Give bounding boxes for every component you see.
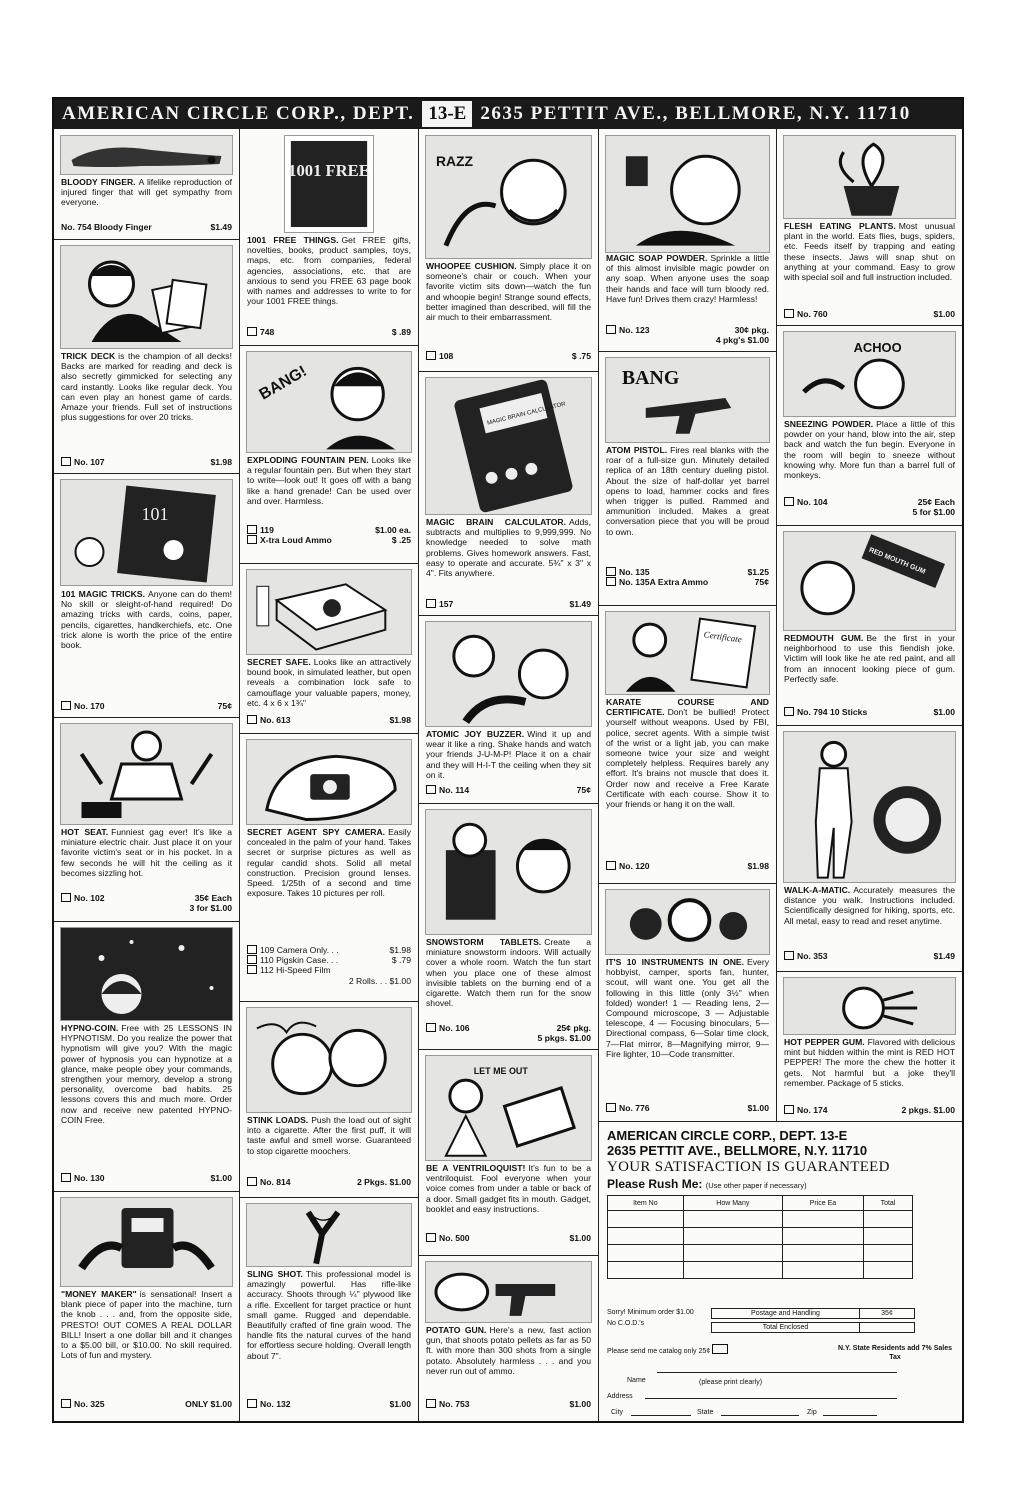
joy-buzzer-desc: Wind it up and wear it like a ring. Shake hands and watch your friends J-U-M-P! Place it on a chair and they will H-I-T the ceiling when they sit on it.	[426, 729, 592, 780]
extra-ammo-price: $ .25	[391, 535, 411, 546]
walkamatic-checkbox[interactable]	[784, 951, 794, 960]
ventriloquist-title: BE A VENTRILOQUIST!	[426, 1163, 526, 1173]
hot-pepper-gum-order-no: No. 174	[797, 1105, 828, 1115]
instruments-checkbox[interactable]	[606, 1103, 616, 1112]
snowstorm-order-no: No. 106	[439, 1023, 470, 1033]
order-table	[607, 1195, 913, 1279]
item-sneezing-powder	[777, 325, 962, 526]
whoopee-cushion-illustration	[425, 135, 592, 259]
snowstorm-checkbox[interactable]	[426, 1023, 436, 1032]
hypnosis-illustration	[60, 927, 233, 1021]
item-hot-pepper-gum	[777, 971, 962, 1121]
atom-pistol-order-no: No. 135	[619, 567, 650, 577]
secret-safe-order-no: No. 613	[260, 715, 291, 725]
joy-buzzer-title: ATOMIC JOY BUZZER.	[426, 729, 525, 739]
redmouth-gum-desc: Be the first in your neighborhood to use this fiendish joke. Victim will look like he ate red paint, and all from an innocent looking piece of gum. Perfectly safe.	[784, 633, 955, 684]
item-calculator	[419, 371, 598, 616]
stink-loads-order-no: No. 814	[260, 1177, 291, 1187]
fountain-pen-bang-text: BANG!	[256, 362, 310, 404]
free-things-title: 1001 FREE THINGS.	[247, 235, 339, 245]
trick-deck-title: TRICK DECK	[61, 351, 116, 361]
catalog-checkbox[interactable]	[712, 1344, 728, 1354]
money-maker-illustration	[60, 1197, 233, 1287]
order-cell[interactable]	[683, 1211, 782, 1228]
sneezing-powder-price: 25¢ Each	[917, 497, 955, 507]
redmouth-gum-price: $1.00	[933, 707, 955, 717]
form-postage-price: 35¢	[881, 1310, 893, 1317]
redmouth-gum-illustration	[783, 531, 956, 631]
magic-book-illustration	[60, 479, 233, 586]
karate-order-no: No. 120	[619, 861, 650, 871]
potato-gun-illustration	[425, 1261, 592, 1323]
atom-pistol-illustration	[605, 357, 770, 443]
joy-buzzer-price: 75¢	[576, 785, 591, 795]
item-hypno-coin	[54, 921, 239, 1192]
fountain-pen-order-no: 119	[260, 525, 274, 535]
item-whoopee-cushion	[419, 129, 598, 372]
free-things-checkbox[interactable]	[247, 327, 257, 336]
calculator-price: $1.49	[569, 599, 591, 609]
hot-seat-illustration	[60, 723, 233, 825]
redmouth-gum-title: REDMOUTH GUM.	[784, 633, 864, 643]
flesh-plants-price: $1.00	[933, 309, 955, 319]
walkamatic-illustration	[783, 731, 956, 883]
flesh-plants-illustration	[783, 135, 956, 219]
item-spy-camera	[240, 733, 418, 1002]
secret-safe-desc: Looks like an attractively bound book, in simulated leather, but open reveals a combination lock safe to camouflage your valuable papers, money, etc. 4 x 6 x 1¾"	[247, 657, 411, 708]
form-total-enclosed-label: Total Enclosed	[712, 1323, 860, 1332]
order-cell[interactable]	[782, 1245, 863, 1262]
flesh-plants-title: FLESH EATING PLANTS.	[784, 221, 896, 231]
hot-seat-order-no: No. 102	[74, 893, 105, 903]
flesh-plants-checkbox[interactable]	[784, 309, 794, 318]
item-walkamatic	[777, 725, 962, 972]
ventriloquist-checkbox[interactable]	[426, 1233, 436, 1242]
sneezing-powder-price-bulk: 5 for $1.00	[912, 507, 955, 518]
svg-text:101: 101	[141, 504, 169, 524]
joy-buzzer-illustration	[425, 621, 592, 727]
item-joy-buzzer	[419, 615, 598, 804]
whoopee-cushion-price: $ .75	[571, 351, 591, 361]
snowstorm-illustration	[425, 809, 592, 935]
karate-illustration	[605, 611, 770, 695]
atom-ammo-order-no: No. 135A	[619, 577, 656, 588]
order-cell[interactable]	[782, 1262, 863, 1279]
order-cell[interactable]	[864, 1262, 913, 1279]
snowstorm-price-bulk: 5 pkgs. $1.00	[537, 1033, 591, 1044]
walkamatic-title: WALK-A-MATIC.	[784, 885, 851, 895]
calculator-label-text: MAGIC BRAIN CALCULATOR	[486, 401, 567, 427]
camera-only-price: $1.98	[389, 945, 411, 955]
header-dept-code: 13-E	[422, 101, 472, 127]
sling-shot-illustration	[246, 1203, 412, 1267]
hypno-coin-price: $1.00	[210, 1173, 232, 1183]
calculator-title: MAGIC BRAIN CALCULATOR.	[426, 517, 567, 527]
fountain-pen-desc: Looks like a regular fountain pen. But when they start to write—look out! It goes off with a bang like a hand grenade! Can be used over and over. Harmless.	[247, 455, 411, 506]
whoopee-cushion-title: WHOOPEE CUSHION.	[426, 261, 517, 271]
item-magic-tricks	[54, 473, 239, 718]
secret-safe-title: SECRET SAFE.	[247, 657, 311, 667]
spy-camera-title: SECRET AGENT SPY CAMERA.	[247, 827, 386, 837]
camera-only-checkbox[interactable]	[247, 945, 257, 954]
item-flesh-plants	[777, 129, 962, 326]
calculator-illustration	[425, 377, 592, 515]
flesh-plants-desc: Most unusual plant in the world. Eats flies, bugs, spiders, etc. Feeds itself by trapping and eating these insects. Jaws will snap shut on anything at your command. Easy to grow with special soil and full instruction included.	[784, 221, 955, 283]
potato-gun-order-no: No. 753	[439, 1399, 470, 1409]
order-cell[interactable]	[683, 1245, 782, 1262]
whoopee-razz-text: RAZZ	[435, 153, 474, 170]
item-free-things	[240, 129, 418, 346]
order-cell[interactable]	[864, 1211, 913, 1228]
item-trick-deck	[54, 239, 239, 474]
money-maker-desc: is sensational! Insert a blank piece of paper into the machine, turn the knob . . . and, from the opposite side, PRESTO! OUT COMES A REAL DOLLAR BILL! Insert a one dollar bill and it changes to a $5.00 bill, or $10.00. No skill required. Lots of fun and mystery.	[61, 1289, 233, 1361]
bloody-finger-title: BLOODY FINGER.	[61, 177, 136, 187]
spy-camera-illustration	[246, 739, 412, 825]
trick-deck-checkbox[interactable]	[61, 457, 71, 466]
calculator-checkbox[interactable]	[426, 599, 436, 608]
hot-pepper-gum-illustration	[783, 977, 956, 1035]
fountain-pen-illustration	[246, 351, 412, 453]
col-price-ea: Price Ea	[782, 1196, 863, 1211]
karate-checkbox[interactable]	[606, 861, 616, 870]
hot-pepper-gum-title: HOT PEPPER GUM.	[784, 1037, 865, 1047]
redmouth-gum-pack-text: RED MOUTH GUM	[867, 546, 927, 576]
magic-tricks-title: 101 MAGIC TRICKS.	[61, 589, 145, 599]
order-cell[interactable]	[608, 1245, 684, 1262]
form-minimum: Sorry! Minimum order $1.00	[607, 1309, 694, 1316]
trick-deck-desc: is the champion of all decks! Backs are marked for reading and deck is also secretly gimmicked for selecting any card instantly. Looks like regular deck. You can even play an honest game of cards. Amaze your friends. Full set of instructions plus suggestions for over 20 tricks.	[61, 351, 232, 423]
spy-camera-desc: Easily concealed in the palm of your hand. Takes secret or surprise pictures as well as regular candid shots. Solid all metal construction. Precision ground lenses. Speed. 1/25th of a second and time exposure. Takes 10 pictures per roll.	[247, 827, 411, 899]
snowstorm-title: SNOWSTORM TABLETS.	[426, 937, 542, 947]
form-address-label: Address	[607, 1393, 633, 1400]
sling-shot-price: $1.00	[389, 1399, 411, 1409]
money-maker-price: ONLY $1.00	[185, 1399, 232, 1409]
form-total-enclosed-field[interactable]	[860, 1323, 914, 1332]
potato-gun-checkbox[interactable]	[426, 1399, 436, 1408]
free-things-book-illustration	[284, 135, 374, 233]
header-company: AMERICAN CIRCLE CORP., DEPT.	[62, 103, 415, 124]
atom-ammo-checkbox[interactable]	[606, 577, 616, 586]
state-field[interactable]	[721, 1415, 799, 1416]
item-potato-gun	[419, 1255, 598, 1421]
ad-sheet	[52, 97, 964, 1423]
item-fountain-pen	[240, 345, 418, 564]
karate-certificate-text: Certificate	[703, 629, 743, 645]
stink-loads-price: 2 Pkgs. $1.00	[357, 1177, 411, 1187]
pigskin-case-label: 110 Pigskin Case. . .	[260, 955, 339, 966]
sneezing-powder-desc: Place a little of this powder on your hand, blow into the air, step back and watch the fun begin. Everyone in the room will begin to sneeze without knowing why. More fun than a barrel full of monkeys.	[784, 419, 955, 481]
col-total: Total	[864, 1196, 913, 1211]
item-soap-powder	[599, 129, 776, 352]
sling-shot-desc: This professional model is amazingly powerful. Has rifle-like accuracy. Shoots through ¼" plywood like a rifle. Excellent for target practice or hunt small game. Rugged and dependable. Beautifully crafted of fine grain wood. The handle fits the natural curves of the hand for effortless secure holding. Overall length about 7".	[247, 1269, 411, 1361]
whoopee-cushion-desc: Simply place it on someone's chair or couch. When your favorite victim sits down—watch the fun and whoopie begin! Strange sound effects, better imagined than described, will fill the air much to their embarrassment.	[426, 261, 591, 323]
order-cell[interactable]	[608, 1228, 684, 1245]
sneezing-achoo-text: ACHOO	[853, 340, 902, 356]
hot-seat-checkbox[interactable]	[61, 893, 71, 902]
instruments-order-no: No. 776	[619, 1103, 650, 1113]
karate-price: $1.98	[747, 861, 769, 871]
magic-tricks-checkbox[interactable]	[61, 701, 71, 710]
hypno-coin-checkbox[interactable]	[61, 1173, 71, 1182]
fountain-pen-checkbox[interactable]	[247, 525, 257, 534]
soap-powder-checkbox[interactable]	[606, 325, 616, 334]
form-catalog-label: Please send me catalog only 25¢	[607, 1348, 711, 1355]
stink-loads-desc: Push the load out of sight into a cigarette. After the first puff, it will taste awful and smell worse. Guaranteed to stop cigarette moochers.	[247, 1115, 411, 1156]
karate-title: KARATE COURSE AND CERTIFICATE.	[606, 697, 769, 718]
hot-pepper-gum-checkbox[interactable]	[784, 1105, 794, 1114]
item-hot-seat	[54, 717, 239, 922]
bloody-finger-order-no: No. 754 Bloody Finger	[61, 222, 152, 232]
bloody-finger-price: $1.49	[210, 222, 232, 232]
form-rush-label: Please Rush Me:	[607, 1177, 703, 1191]
free-things-price: $ .89	[391, 327, 411, 337]
item-stink-loads	[240, 1001, 418, 1198]
atom-ammo-price: 75¢	[754, 577, 769, 588]
soap-powder-price: 30¢ pkg.	[734, 325, 769, 335]
free-things-book-cover-text: 1001 FREE	[288, 161, 370, 181]
header-banner	[54, 99, 962, 129]
form-tax-note: N.Y. State Residents add 7% Sales Tax	[838, 1345, 952, 1361]
hot-pepper-gum-desc: Flavored with delicious mint but hidden within the mint is RED HOT PEPPER! The more the chew the hotter it gets. Not harmful but a joke they'll remember. Package of 5 sticks.	[784, 1037, 955, 1088]
film-label: 112 Hi-Speed Film	[260, 965, 331, 976]
money-maker-order-no: No. 325	[74, 1399, 105, 1409]
bloody-finger-desc: A lifelike reproduction of injured finger that will get sympathy from everyone.	[61, 177, 232, 208]
atom-ammo-label: Extra Ammo	[657, 577, 709, 588]
item-atom-pistol	[599, 351, 776, 606]
free-things-desc: Get FREE gifts, novelties, books, product samples, toys, maps, etc. from companies, federal agencies, associations, etc. that are anxious to send you FREE 63 page book with names and addresses to write to for your 1001 FREE things.	[247, 235, 411, 307]
ventriloquist-illustration	[425, 1055, 592, 1161]
hot-seat-price-bulk: 3 for $1.00	[189, 903, 232, 914]
order-cell[interactable]	[608, 1262, 684, 1279]
secret-safe-price: $1.98	[389, 715, 411, 725]
order-cell[interactable]	[864, 1228, 913, 1245]
item-karate	[599, 605, 776, 884]
order-cell[interactable]	[608, 1211, 684, 1228]
soap-powder-price-bulk: 4 pkg's $1.00	[715, 335, 769, 346]
trick-deck-order-no: No. 107	[74, 457, 105, 467]
potato-gun-desc: Here's a new, fast action gun, that shoots potato pellets as far as 50 ft. with more than 300 shots from a single potato. Absolutely harmless . . . and you never run out of ammo.	[426, 1325, 591, 1376]
finger-illustration	[60, 135, 233, 175]
sneezing-powder-illustration	[783, 331, 956, 417]
form-rush-note: (Use other paper if necessary)	[705, 1181, 807, 1190]
secret-safe-checkbox[interactable]	[247, 715, 257, 724]
snowstorm-desc: Create a miniature snowstorm indoors. Will actually cover a whole room. Watch the fun start when you place one of these almost invisible tablets on the burning end of a cigarette. Watch them run for the snow shovel.	[426, 937, 591, 1009]
ventriloquist-desc: It's fun to be a ventriloquist. Fool everyone when your voice comes from under a table or back of a door. Small gadget fits in mouth. Gadget, booklet and easy instructions.	[426, 1163, 591, 1214]
walkamatic-price: $1.49	[933, 951, 955, 961]
form-print-note: (please print clearly)	[699, 1379, 763, 1386]
calculator-desc: Adds, subtracts and multiplies to 9,999,999. No knowledge needed to solve math problems. Gives homework answers. Fast, easy to operate and accurate. 5¾" x 3" x 4". Fits anywhere.	[426, 517, 591, 579]
money-maker-checkbox[interactable]	[61, 1399, 71, 1408]
hot-seat-price: 35¢ Each	[194, 893, 232, 903]
fountain-pen-price: $1.00 ea.	[375, 525, 411, 535]
order-cell[interactable]	[683, 1262, 782, 1279]
item-ventriloquist	[419, 1049, 598, 1256]
pigskin-case-price: $ .79	[391, 955, 411, 966]
camera-only-label: 109 Camera Only. . .	[260, 945, 339, 955]
sling-shot-order-no: No. 132	[260, 1399, 291, 1409]
form-company: AMERICAN CIRCLE CORP., DEPT. 13-E	[607, 1128, 848, 1143]
ventriloquist-price: $1.00	[569, 1233, 591, 1243]
magic-tricks-price: 75¢	[217, 701, 232, 711]
extra-ammo-checkbox[interactable]	[247, 535, 257, 544]
item-secret-safe	[240, 563, 418, 734]
form-guarantee: YOUR SATISFACTION IS GUARANTEED	[607, 1159, 890, 1175]
joy-buzzer-checkbox[interactable]	[426, 785, 436, 794]
form-address: 2635 PETTIT AVE., BELLMORE, N.Y. 11710	[607, 1143, 868, 1158]
fountain-pen-title: EXPLODING FOUNTAIN PEN.	[247, 455, 369, 465]
column-3	[419, 129, 598, 1421]
snowstorm-price: 25¢ pkg.	[556, 1023, 591, 1033]
magic-tricks-order-no: No. 170	[74, 701, 105, 711]
sneezing-powder-order-no: No. 104	[797, 497, 828, 507]
instruments-price: $1.00	[747, 1103, 769, 1113]
soap-powder-title: MAGIC SOAP POWDER.	[606, 253, 708, 263]
soap-powder-illustration	[605, 135, 770, 253]
joy-buzzer-order-no: No. 114	[439, 785, 470, 795]
item-snowstorm	[419, 803, 598, 1050]
trick-deck-price: $1.98	[210, 457, 232, 467]
film-checkbox[interactable]	[247, 965, 257, 974]
ventriloquist-order-no: No. 500	[439, 1233, 470, 1243]
soap-powder-desc: Sprinkle a little of this almost invisible magic powder on any soap. When anyone uses the soap their hands and face will turn bloody red. Have fun! Drives them crazy! Harmless!	[606, 253, 769, 304]
name-field[interactable]	[657, 1372, 897, 1373]
instruments-illustration	[605, 889, 770, 955]
hypno-coin-desc: Free with 25 LESSONS IN HYPNOTISM. Do you realize the power that hypnotism will give you? With the magic power of hypnosis you can hypnotize at a glance, make people obey your commands, strengthen your memory, develop a strong personality, overcome bad habits. 25 lessons covers this and much more. Order now and receive new patented HYPNO-COIN Free.	[61, 1023, 232, 1125]
ventriloquist-speech-text: LET ME OUT	[473, 1066, 528, 1077]
city-field[interactable]	[631, 1415, 691, 1416]
calculator-order-no: 157	[439, 599, 454, 609]
order-cell[interactable]	[782, 1211, 863, 1228]
instruments-desc: Every hobbyist, camper, sports fan, hunter, scout, will want one. You get all the following in this little (only 3½" when folded) wonder! 1 — Reading lens, 2—Compound microscope, 3 — Adjustable telescope, 4 — Focusing binoculars, 5—Directional compass, 6—Solar time clock, 7—Flat mirror, 8—Magnifying mirror, 9—Fire lighter, 10—Code transmitter.	[606, 957, 769, 1059]
item-bloody-finger	[54, 129, 239, 240]
stink-loads-illustration	[246, 1007, 412, 1113]
secret-safe-illustration	[246, 569, 412, 655]
magic-tricks-desc: Anyone can do them! No skill or sleight-of-hand required! Do amazing tricks with cards, coins, paper, pencils, cigarettes, handkerchiefs, etc. One trick alone is worth the price of the entire book.	[61, 589, 233, 651]
col-item-no: Item No	[608, 1196, 684, 1211]
form-zip-label: Zip	[807, 1409, 817, 1416]
order-form	[598, 1121, 963, 1422]
hypno-coin-title: HYPNO-COIN.	[61, 1023, 119, 1033]
whoopee-cushion-checkbox[interactable]	[426, 351, 436, 360]
redmouth-gum-checkbox[interactable]	[784, 707, 794, 716]
soap-powder-order-no: No. 123	[619, 325, 650, 335]
sling-shot-checkbox[interactable]	[247, 1399, 257, 1408]
free-things-order-no: 748	[260, 327, 275, 337]
redmouth-gum-order-no: No. 794 10 Sticks	[797, 707, 868, 717]
card-trick-illustration	[60, 245, 233, 349]
form-postage-label: Postage and Handling	[712, 1309, 860, 1318]
hot-pepper-gum-price: 2 pkgs. $1.00	[901, 1105, 955, 1115]
atom-pistol-title: ATOM PISTOL.	[606, 445, 668, 455]
form-name-label: Name	[627, 1377, 646, 1384]
film-price: $1.00	[389, 975, 411, 986]
stink-loads-title: STINK LOADS.	[247, 1115, 309, 1125]
hot-seat-title: HOT SEAT.	[61, 827, 109, 837]
sling-shot-title: SLING SHOT.	[247, 1269, 303, 1279]
col-how-many: How Many	[683, 1196, 782, 1211]
film-rolls: 2 Rolls. . .	[348, 975, 388, 986]
pigskin-case-checkbox[interactable]	[247, 955, 257, 964]
item-redmouth-gum	[777, 525, 962, 726]
whoopee-cushion-order-no: 108	[439, 351, 454, 361]
karate-desc: Don't be bullied! Protect yourself without weapons. Used by FBI, police, secret agents. With a simple twist of the wrist or a light jab, you can make someone twice your size and weight completely helpless. Requires barely any effort. It's brains not muscle that does it. Order now and receive a Free Karate Certificate with each course. Show it to your friends or hang it on the wall.	[606, 707, 769, 810]
zip-field[interactable]	[823, 1415, 877, 1416]
potato-gun-title: POTATO GUN.	[426, 1325, 487, 1335]
form-city-label: City	[611, 1409, 624, 1416]
atom-pistol-desc: Fires real blanks with the roar of a full-size gun. Minutely detailed replica of an 18th century dueling pistol. About the size of half-dollar yet barrel opens to load, hammer cocks and fires when trigger is pulled. Rammed and ammunition included. Makes a great conversation piece that you will be proud to own.	[606, 445, 769, 537]
flesh-plants-order-no: No. 760	[797, 309, 828, 319]
sneezing-powder-title: SNEEZING POWDER.	[784, 419, 874, 429]
walkamatic-desc: Accurately measures the distance you walk. Instructions included. Scientifically designed for hiking, sports, etc. All metal, easy to read and reset anytime.	[784, 885, 955, 926]
atom-pistol-checkbox[interactable]	[606, 567, 616, 576]
column-1	[54, 129, 239, 1421]
item-instruments	[599, 883, 776, 1121]
stink-loads-checkbox[interactable]	[247, 1177, 257, 1186]
column-2	[240, 129, 418, 1421]
order-cell[interactable]	[782, 1228, 863, 1245]
order-cell[interactable]	[683, 1228, 782, 1245]
walkamatic-order-no: No. 353	[797, 951, 828, 961]
atom-pistol-price: $1.25	[747, 567, 769, 577]
order-cell[interactable]	[864, 1245, 913, 1262]
atom-pistol-bang-text: BANG	[621, 367, 680, 390]
form-state-label: State	[697, 1409, 714, 1416]
hot-seat-desc: Funniest gag ever! It's like a miniature electric chair. Just place it on your favorite victim's seat or in his pocket. In a few seconds he will hit the ceiling as it becomes sizzling hot.	[61, 827, 233, 878]
header-address: 2635 PETTIT AVE., BELLMORE, N.Y. 11710	[480, 103, 911, 124]
form-no-cod: No C.O.D.'s	[607, 1320, 645, 1327]
hypno-coin-order-no: No. 130	[74, 1173, 105, 1183]
item-sling-shot	[240, 1197, 418, 1421]
money-maker-title: "MONEY MAKER"	[61, 1289, 137, 1299]
instruments-title: IT'S 10 INSTRUMENTS IN ONE.	[606, 957, 745, 967]
extra-ammo-label: X-tra Loud Ammo	[260, 535, 332, 546]
item-money-maker	[54, 1191, 239, 1421]
sneezing-powder-checkbox[interactable]	[784, 497, 794, 506]
address-field[interactable]	[645, 1398, 897, 1399]
potato-gun-price: $1.00	[569, 1399, 591, 1409]
